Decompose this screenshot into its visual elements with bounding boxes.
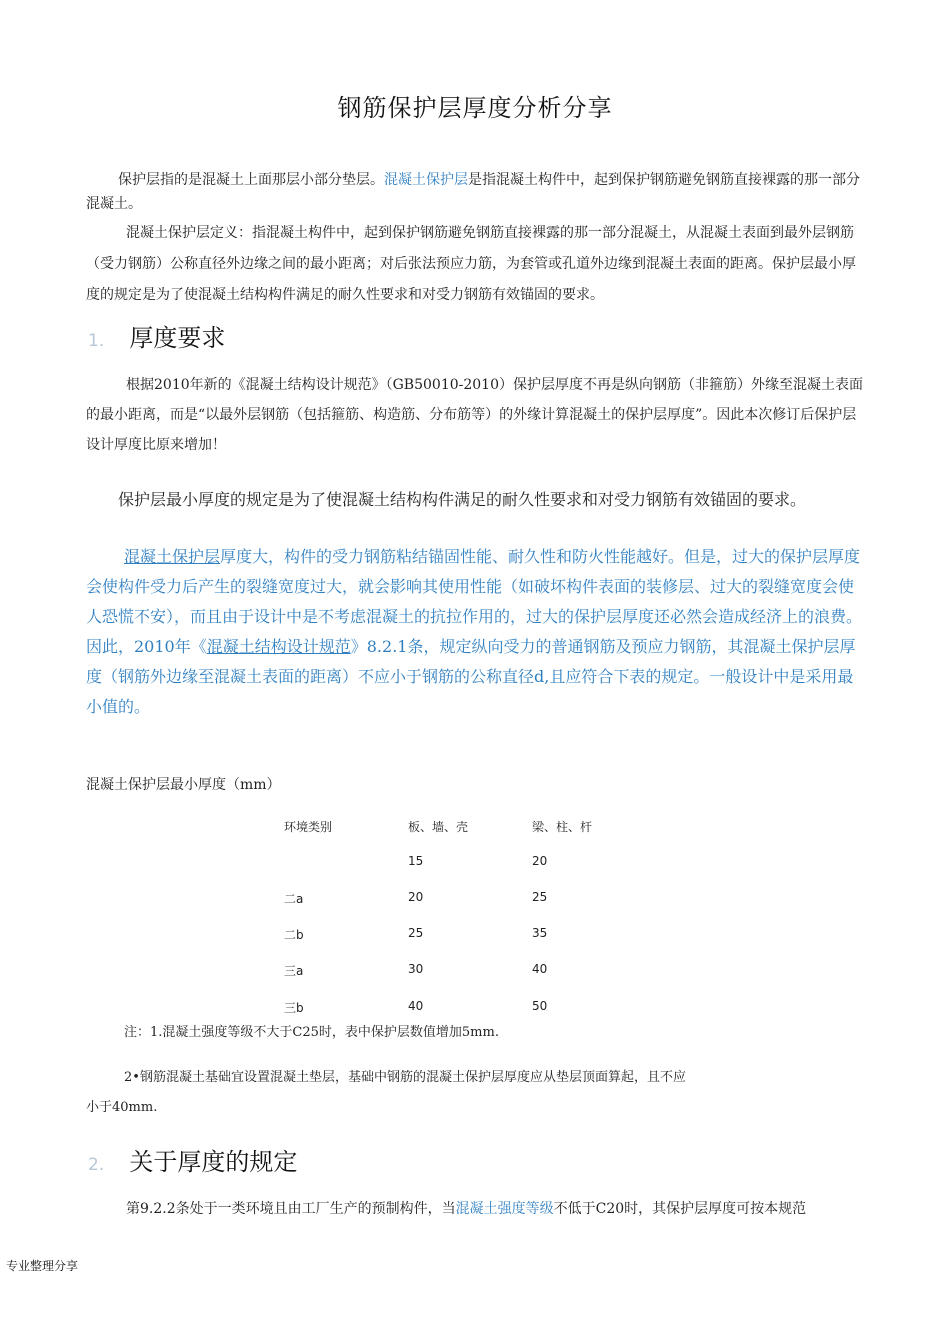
table-cell: 20: [532, 854, 548, 868]
table-cell: 40: [532, 962, 548, 976]
table-header-env: 环境类别: [284, 820, 333, 834]
intro-text: 保护层指的是混凝土上面那层小部分垫层。: [118, 172, 384, 188]
table-cell: 二a: [284, 892, 304, 906]
table-cell: 三b: [284, 1001, 304, 1015]
intro-paragraph-1: [86, 168, 868, 216]
concrete-strength-link[interactable]: 混凝土强度等级: [455, 1201, 554, 1217]
table-cell: 40: [408, 999, 424, 1013]
intro-text: 是指混凝土构件中，起到保护钢筋避免钢筋直接裸露的那一部分混凝土。: [86, 172, 860, 212]
table-cell: 50: [532, 999, 548, 1013]
section-2-paragraph: [126, 1198, 806, 1218]
table-cell: 三a: [284, 964, 304, 978]
design-code-link[interactable]: 混凝土结构设计规范: [206, 637, 351, 656]
table-note-1: 注：1.混凝土强度等级不大于C25时，表中保护层数值增加5mm.: [124, 1025, 499, 1040]
page-title: 钢筋保护层厚度分析分享: [337, 94, 613, 122]
table-cell: 二b: [284, 928, 304, 942]
paragraph-text: 第9.2.2条处于一类环境且由工厂生产的预制构件，当: [126, 1201, 456, 1217]
table-cell: 30: [408, 962, 424, 976]
paragraph-text: 》8.2.1条，规定纵向受力的普通钢筋及预应力钢筋，其混凝土保护层厚度（钢筋外边缘至混凝土表面的距离）不应小于钢筋的公称直径d,且应符合下表的规定。一般设计中是采用最小值的。: [86, 637, 856, 716]
section-1-heading: [88, 318, 225, 353]
section-2-heading: [88, 1142, 297, 1177]
table-cell: 25: [532, 890, 548, 904]
concrete-cover-link[interactable]: 混凝土保护层: [124, 547, 221, 566]
table-note-2: 2•钢筋混凝土基础宜设置混凝土垫层，基础中钢筋的混凝土保护层厚度应从垫层顶面算起，且不应: [124, 1070, 686, 1085]
table-header-slab: 板、墙、壳: [408, 820, 469, 834]
thickness-effect-paragraph: [86, 542, 866, 722]
section-title: 厚度要求: [129, 324, 226, 352]
cover-thickness-table: [284, 818, 614, 1028]
section-number: 1.: [88, 331, 105, 351]
min-thickness-paragraph: 保护层最小厚度的规定是为了使混凝土结构构件满足的耐久性要求和对受力钢筋有效锚固的要求。: [118, 490, 807, 509]
table-cell: 15: [408, 854, 424, 868]
paragraph-text: 厚度大，构件的受力钢筋粘结锚固性能、耐久性和防火性能越好。但是，过大的保护层厚度会使构件受力后产生的裂缝宽度过大，就会影响其使用性能（如破坏构件表面的装修层、过大的裂缝宽度会使人恐慌不安），而且由于设计中是不考虑混凝土的抗拉作用的，过大的保护层厚度还必然会造成经济上的浪费。因此，2010年《: [86, 547, 863, 656]
table-cell: 20: [408, 890, 424, 904]
section-title: 关于厚度的规定: [129, 1148, 298, 1176]
table-cell: 25: [408, 926, 424, 940]
table-header-beam: 梁、柱、杆: [532, 820, 593, 834]
concrete-cover-link[interactable]: 混凝土保护层: [384, 172, 468, 188]
table-cell: 35: [532, 926, 548, 940]
paragraph-text: 不低于C20时，其保护层厚度可按本规范: [553, 1201, 807, 1217]
definition-paragraph: 混凝土保护层定义：指混凝土构件中，起到保护钢筋避免钢筋直接裸露的那一部分混凝土，从混凝土表面到最外层钢筋（受力钢筋）公称直径外边缘之间的最小距离；对后张法预应力筋，为套管或孔道外边缘到混凝土表面的距离。保护层最小厚度的规定是为了使混凝土结构构件满足的耐久性要求和对受力钢筋有效锚固的要求。: [86, 225, 856, 303]
table-note-2-cont: 小于40mm.: [86, 1100, 158, 1115]
section-number: 2.: [88, 1155, 105, 1175]
table-caption: 混凝土保护层最小厚度（mm）: [86, 777, 281, 793]
code-revision-paragraph: 根据2010年新的《混凝土结构设计规范》（GB50010-2010）保护层厚度不再是纵向钢筋（非箍筋）外缘至混凝土表面的最小距离，而是“以最外层钢筋（包括箍筋、构造筋、分布筋等）的外缘计算混凝土的保护层厚度”。因此本次修订后保护层设计厚度比原来增加！: [86, 377, 863, 453]
page-footer: 专业整理分享: [6, 1259, 79, 1273]
